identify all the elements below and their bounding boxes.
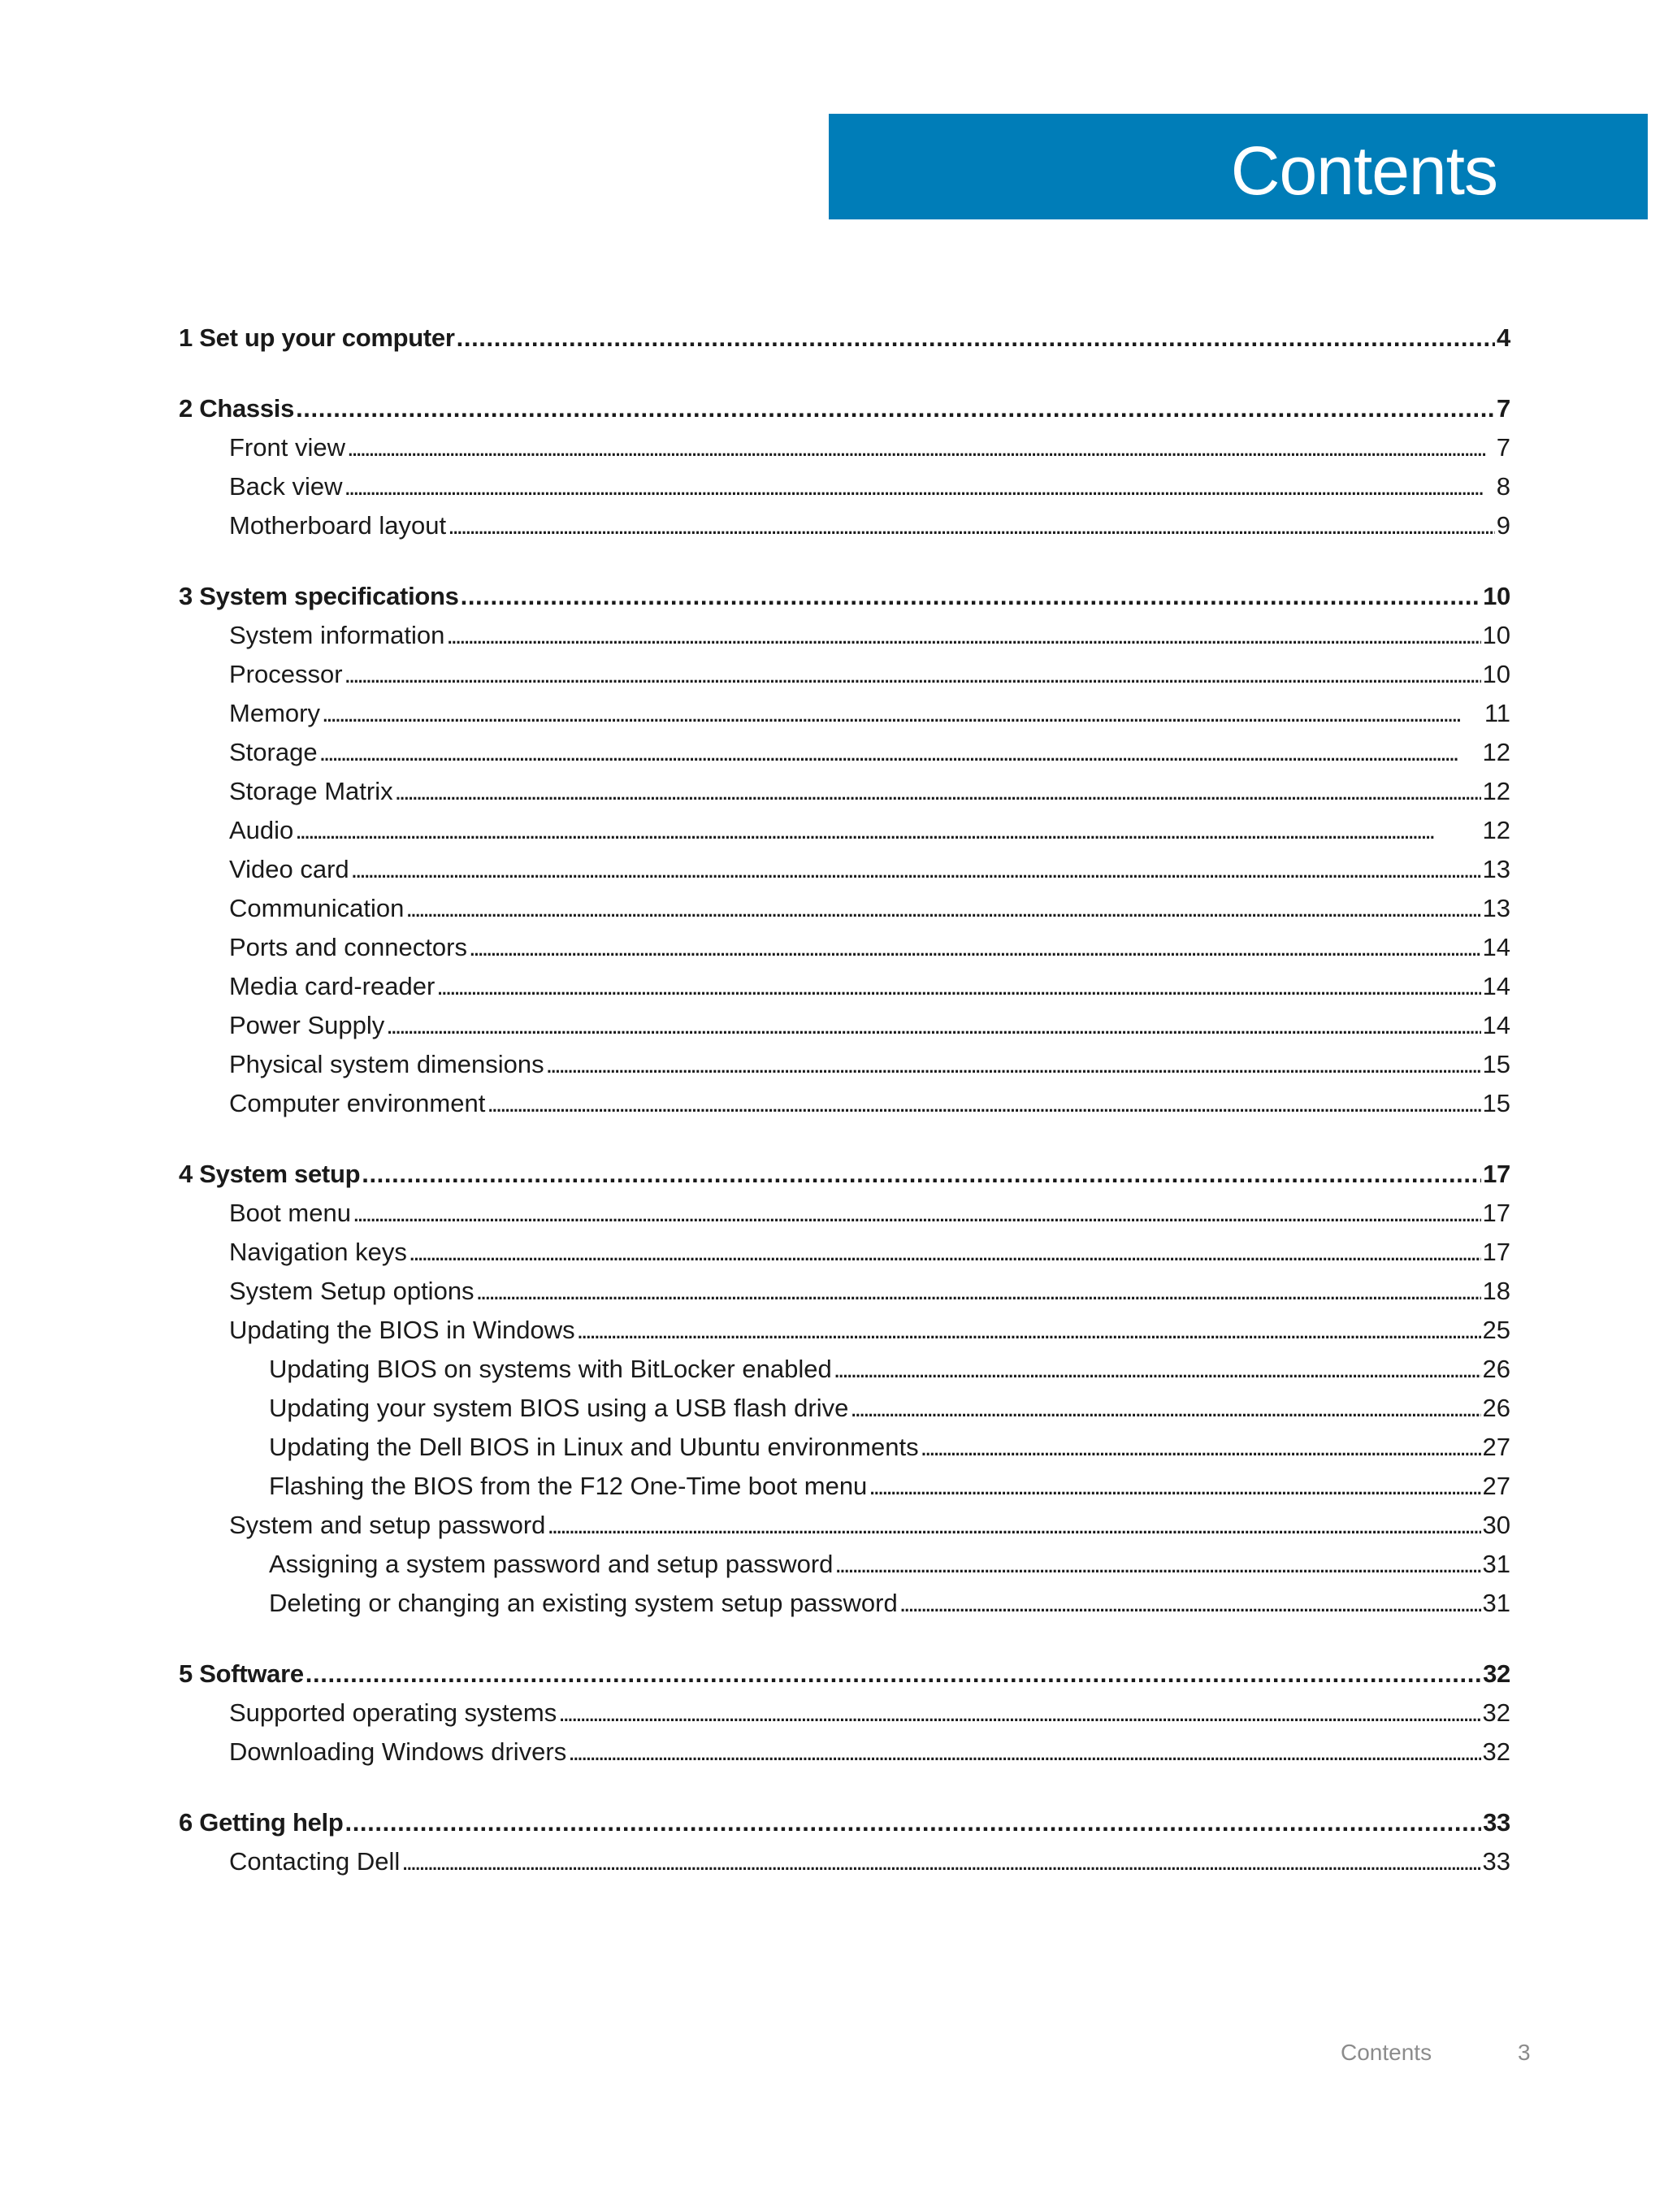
- toc-section-entry[interactable]: [179, 467, 1510, 506]
- toc-chapter-entry[interactable]: [179, 1803, 1510, 1842]
- dot-leader: [547, 1506, 1480, 1545]
- toc-entry-title: 1 Set up your computer: [179, 323, 455, 352]
- toc-entry-title: 5 Software: [179, 1659, 304, 1688]
- toc-chapter-entry[interactable]: [179, 1155, 1510, 1194]
- toc-entry-title: Assigning a system password and setup password: [269, 1550, 834, 1578]
- toc-chapter: [179, 1803, 1510, 1881]
- header-band: [829, 114, 1648, 219]
- toc-entry-page-number: 10: [1483, 582, 1510, 610]
- toc-entry-page-number: 33: [1483, 1808, 1510, 1837]
- toc-entry-page-number: 30: [1482, 1511, 1510, 1539]
- toc-entry-page-number: 12: [1482, 738, 1510, 766]
- toc-entry-title: Updating the BIOS in Windows: [229, 1316, 575, 1344]
- dot-leader: [558, 1694, 1480, 1733]
- toc-section-entry[interactable]: [179, 1272, 1510, 1311]
- toc-entry-title: Updating your system BIOS using a USB flash drive: [269, 1394, 849, 1422]
- toc-entry-page-number: 27: [1482, 1472, 1510, 1500]
- toc-entry-page-number: 31: [1482, 1550, 1510, 1578]
- toc-entry-title: 3 System specifications: [179, 582, 459, 610]
- toc-entry-title: Power Supply: [229, 1011, 385, 1039]
- toc-chapter: [179, 319, 1510, 358]
- toc-entry-title: Audio: [229, 816, 294, 844]
- toc-entry-page-number: 4: [1497, 323, 1510, 352]
- toc-chapter: [179, 1655, 1510, 1772]
- toc-entry-page-number: 7: [1497, 394, 1510, 423]
- toc-chapter: [179, 389, 1510, 545]
- toc-entry-page-number: 14: [1482, 972, 1510, 1000]
- toc-entry-title: Video card: [229, 855, 349, 883]
- toc-chapter-entry[interactable]: [179, 389, 1510, 428]
- dot-leader: [351, 850, 1481, 889]
- toc-entry-page-number: 32: [1482, 1737, 1510, 1766]
- dot-leader: [347, 428, 1495, 467]
- toc-entry-title: Storage Matrix: [229, 777, 393, 805]
- toc-entry-title: Computer environment: [229, 1089, 486, 1117]
- toc-entry-page-number: 9: [1496, 511, 1510, 540]
- toc-section-entry[interactable]: [179, 1733, 1510, 1772]
- toc-entry-title: System and setup password: [229, 1511, 546, 1539]
- toc-section-entry[interactable]: [179, 967, 1510, 1006]
- toc-section-entry[interactable]: [179, 889, 1510, 928]
- toc-entry-title: Flashing the BIOS from the F12 One-Time boot menu: [269, 1472, 868, 1500]
- toc-chapter-entry[interactable]: [179, 577, 1510, 616]
- toc-subsubsection-entry[interactable]: [179, 1467, 1510, 1506]
- dot-leader: [834, 1545, 1480, 1584]
- dot-leader: [436, 967, 1480, 1006]
- dot-leader: [834, 1350, 1481, 1389]
- toc-section-entry[interactable]: [179, 772, 1510, 811]
- toc-entry-page-number: 25: [1482, 1316, 1510, 1344]
- toc-entry-title: Updating BIOS on systems with BitLocker enabled: [269, 1355, 832, 1383]
- toc-section-entry[interactable]: [179, 694, 1510, 733]
- toc-entry-title: Media card-reader: [229, 972, 436, 1000]
- toc-section-entry[interactable]: [179, 1045, 1510, 1084]
- dot-leader: [446, 616, 1480, 655]
- toc-entry-title: Front view: [229, 433, 345, 462]
- toc-chapter: [179, 1155, 1510, 1623]
- dot-leader: [409, 1233, 1481, 1272]
- toc-entry-title: Ports and connectors: [229, 933, 467, 961]
- toc-entry-page-number: 14: [1482, 933, 1510, 961]
- toc-entry-page-number: 26: [1482, 1394, 1510, 1422]
- dot-leader: [344, 1803, 1481, 1842]
- dot-leader: [362, 1155, 1481, 1194]
- table-of-contents: [179, 319, 1510, 1913]
- toc-section-entry[interactable]: [179, 1194, 1510, 1233]
- toc-entry-title: Processor: [229, 660, 343, 688]
- toc-entry-page-number: 14: [1482, 1011, 1510, 1039]
- dot-leader: [546, 1045, 1481, 1084]
- toc-entry-title: Deleting or changing an existing system setup password: [269, 1589, 898, 1617]
- toc-subsubsection-entry[interactable]: [179, 1350, 1510, 1389]
- dot-leader: [395, 772, 1481, 811]
- dot-leader: [448, 506, 1495, 545]
- toc-entry-title: Supported operating systems: [229, 1698, 557, 1727]
- toc-section-entry[interactable]: [179, 1311, 1510, 1350]
- toc-entry-page-number: 15: [1482, 1050, 1510, 1078]
- dot-leader: [487, 1084, 1480, 1123]
- toc-entry-page-number: 31: [1482, 1589, 1510, 1617]
- toc-section-entry[interactable]: [179, 655, 1510, 694]
- toc-chapter: [179, 577, 1510, 1123]
- toc-entry-page-number: 26: [1482, 1355, 1510, 1383]
- toc-section-entry[interactable]: [179, 850, 1510, 889]
- toc-entry-page-number: 12: [1482, 816, 1510, 844]
- toc-section-entry[interactable]: [179, 1233, 1510, 1272]
- dot-leader: [401, 1842, 1480, 1881]
- dot-leader: [344, 655, 1481, 694]
- dot-leader: [296, 389, 1495, 428]
- toc-subsubsection-entry[interactable]: [179, 1389, 1510, 1428]
- toc-entry-title: Motherboard layout: [229, 511, 447, 540]
- toc-entry-page-number: 17: [1482, 1199, 1510, 1227]
- toc-entry-page-number: 27: [1482, 1433, 1510, 1461]
- dot-leader: [899, 1584, 1481, 1623]
- toc-entry-title: System information: [229, 621, 445, 649]
- toc-section-entry[interactable]: [179, 928, 1510, 967]
- toc-section-entry[interactable]: [179, 1084, 1510, 1123]
- dot-leader: [469, 928, 1481, 967]
- toc-entry-title: Back view: [229, 472, 343, 501]
- toc-entry-page-number: 10: [1482, 621, 1510, 649]
- toc-entry-title: Contacting Dell: [229, 1847, 401, 1876]
- dot-leader: [319, 733, 1481, 772]
- toc-entry-title: Storage: [229, 738, 318, 766]
- toc-entry-title: Communication: [229, 894, 405, 922]
- page-title: Contents: [1230, 132, 1497, 209]
- dot-leader: [322, 694, 1483, 733]
- dot-leader: [869, 1467, 1480, 1506]
- footer-section-label: Contents: [1341, 2040, 1432, 2065]
- toc-section-entry[interactable]: [179, 428, 1510, 467]
- toc-entry-title: Physical system dimensions: [229, 1050, 544, 1078]
- toc-entry-title: 6 Getting help: [179, 1808, 344, 1837]
- toc-entry-title: 2 Chassis: [179, 394, 295, 423]
- toc-entry-page-number: 17: [1482, 1238, 1510, 1266]
- toc-section-entry[interactable]: [179, 1506, 1510, 1545]
- toc-entry-title: Memory: [229, 699, 320, 727]
- toc-entry-page-number: 12: [1482, 777, 1510, 805]
- toc-subsubsection-entry[interactable]: [179, 1584, 1510, 1623]
- footer-page-number: 3: [1518, 2040, 1531, 2065]
- dot-leader: [461, 577, 1482, 616]
- toc-entry-title: Boot menu: [229, 1199, 351, 1227]
- toc-entry-page-number: 11: [1484, 699, 1510, 727]
- dot-leader: [386, 1006, 1480, 1045]
- dot-leader: [344, 467, 1495, 506]
- toc-section-entry[interactable]: [179, 1006, 1510, 1045]
- toc-entry-title: Downloading Windows drivers: [229, 1737, 567, 1766]
- dot-leader: [568, 1733, 1480, 1772]
- dot-leader: [457, 319, 1495, 358]
- toc-entry-title: Navigation keys: [229, 1238, 407, 1266]
- toc-entry-page-number: 8: [1496, 472, 1510, 501]
- dot-leader: [921, 1428, 1481, 1467]
- toc-entry-page-number: 32: [1482, 1698, 1510, 1727]
- toc-entry-page-number: 17: [1483, 1160, 1510, 1188]
- toc-entry-page-number: 7: [1496, 433, 1510, 462]
- toc-entry-page-number: 13: [1482, 894, 1510, 922]
- dot-leader: [577, 1311, 1481, 1350]
- toc-section-entry[interactable]: [179, 1694, 1510, 1733]
- dot-leader: [295, 811, 1480, 850]
- toc-entry-page-number: 13: [1482, 855, 1510, 883]
- toc-subsubsection-entry[interactable]: [179, 1428, 1510, 1467]
- toc-section-entry[interactable]: [179, 811, 1510, 850]
- toc-chapter-entry[interactable]: [179, 1655, 1510, 1694]
- toc-entry-page-number: 32: [1483, 1659, 1510, 1688]
- dot-leader: [306, 1655, 1481, 1694]
- toc-section-entry[interactable]: [179, 616, 1510, 655]
- toc-chapter-entry[interactable]: [179, 319, 1510, 358]
- dot-leader: [850, 1389, 1480, 1428]
- toc-entry-page-number: 10: [1482, 660, 1510, 688]
- toc-entry-page-number: 18: [1482, 1277, 1510, 1305]
- dot-leader: [476, 1272, 1481, 1311]
- dot-leader: [405, 889, 1480, 928]
- toc-entry-page-number: 33: [1482, 1847, 1510, 1876]
- toc-entry-page-number: 15: [1482, 1089, 1510, 1117]
- toc-entry-title: 4 System setup: [179, 1160, 361, 1188]
- toc-section-entry[interactable]: [179, 1842, 1510, 1881]
- toc-subsubsection-entry[interactable]: [179, 1545, 1510, 1584]
- toc-entry-title: System Setup options: [229, 1277, 474, 1305]
- dot-leader: [353, 1194, 1481, 1233]
- toc-section-entry[interactable]: [179, 506, 1510, 545]
- toc-entry-title: Updating the Dell BIOS in Linux and Ubuntu environments: [269, 1433, 919, 1461]
- toc-section-entry[interactable]: [179, 733, 1510, 772]
